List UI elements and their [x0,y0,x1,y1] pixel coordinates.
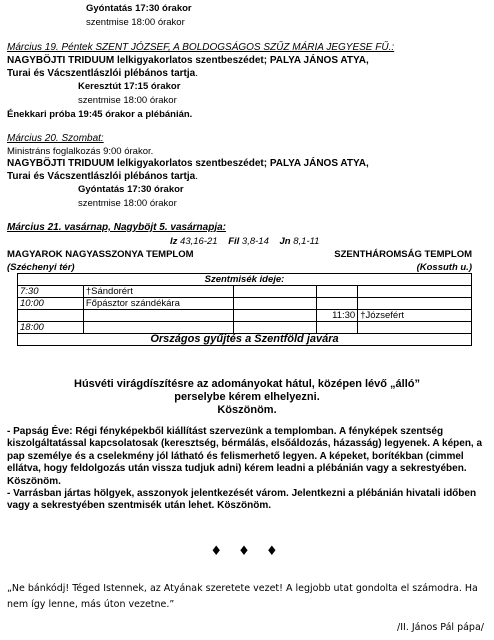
intention-cell-left [83,322,233,334]
date-heading-mar20: Március 20. Szombat: [7,133,104,144]
time-cell-right: 11:30 [317,310,358,322]
reading-1-book: Iz [170,236,178,247]
time-cell-left [18,310,84,322]
notice-line-1: Húsvéti virágdíszítésre az adományokat hátul, középen lévő „álló” [74,378,420,390]
diamond-ornament-icon: ♦ ♦ ♦ [210,544,284,559]
priest-line-mar19 [7,68,198,79]
time-cell-right [317,298,358,310]
priest-parish: Turai és Vácszentlászlói plébános tartja [7,68,196,79]
church-right-location: (Kossuth u.) [416,262,472,273]
announcement-photo-exhibition: - Papság Éve: Régi fényképekből kiállítást szervezünk a templomban. A fényképek szentség kiszolgáltatással kapcsolatosak (keresztség, bérmálás, elsőáldozás, házasság) legyenek. A képen, a pap személye és a cselekmény jól látható és felismerhető legyen. A képeket, borítékban (cimmel ellátva, hogy feldolgozás után vissza tudjuk adni) kérem leadni a plébánián vagy a sekrestyében. Köszönöm. [7,426,483,487]
intention-cell-right [358,298,472,310]
mass-schedule-table [17,273,472,346]
table-header-row [18,274,472,286]
church-left-name: MAGYAROK NAGYASSZONYA TEMPLOM [7,249,194,260]
intention-cell-left: †Sándorért [83,286,233,298]
table-row [18,322,472,334]
spacer-cell [233,310,317,322]
time-cell-left: 18:00 [18,322,84,334]
table-header: Szentmisék ideje: [18,274,472,286]
spacer-cell [233,298,317,310]
collection-notice: Országos gyűjtés a Szentföld javára [18,334,472,346]
intention-cell-right [358,286,472,298]
mass-time-mar20: szentmise 18:00 órakor [78,198,177,209]
triduum-line-mar19: NAGYBÖJTI TRIDUUM lelkigyakorlatos szentbeszédet; PALYA JÁNOS ATYA, [7,55,369,66]
reading-2-ref: 3,8-14 [241,236,269,247]
intention-cell-left: Főpásztor szándékára [83,298,233,310]
notice-line-2: perselybe kérem elhelyezni. [174,391,320,403]
papal-quote: „Ne bánkódj! Téged Istennek, az Atyának szeretete vezet! A legjobb utat gondolta el számodra. Ha nem így lenne, más úton vezetne.” [7,583,478,610]
stations-of-cross-time: Keresztút 17:15 órakor [78,81,181,92]
church-right-name: SZENTHÁROMSÁG TEMPLOM [334,249,472,260]
date-heading-mar21: Március 21. vasárnap, Nagyböjt 5. vasárnapja: [7,222,226,233]
reading-1-ref: 43,16-21 [180,236,218,247]
notice-thanks: Köszönöm. [217,404,277,416]
scripture-readings [170,236,319,247]
choir-rehearsal: Énekkari próba 19:45 órakor a plébánián. [7,109,193,120]
time-cell-left: 7:30 [18,286,84,298]
spacer-cell [233,286,317,298]
spacer-cell [233,322,317,334]
table-footer-row [18,334,472,346]
confession-time-mar20: Gyóntatás 17:30 órakor [78,184,184,195]
time-cell-right [317,286,358,298]
announcement-sewing: - Varrásban jártas hölgyek, asszonyok jelentkezését várom. Jelentkezni a plébánián hivatali időben vagy a sekrestyében szentmisék után lehet. Köszönöm. [7,488,477,512]
intention-cell-right [358,322,472,334]
priest-parish-period: . [195,171,198,182]
reading-2-book: Fil [228,236,240,247]
reading-3-ref: 8,1-11 [293,236,320,247]
table-row [18,310,472,322]
ministrants-meeting: Ministráns foglalkozás 9:00 órakor. [7,146,154,157]
priest-parish-period: . [195,68,198,79]
table-row [18,298,472,310]
mass-time-top: szentmise 18:00 órakor [86,17,185,28]
priest-line-mar20 [7,171,198,182]
date-heading-mar19: Március 19. Péntek SZENT JÓZSEF, A BOLDOGSÁGOS SZŰZ MÁRIA JEGYESE FŰ.: [7,42,395,53]
mass-time-mar19: szentmise 18:00 órakor [78,95,177,106]
reading-3-book: Jn [279,236,291,247]
table-row [18,286,472,298]
time-cell-right [317,322,358,334]
confession-time-top: Gyóntatás 17:30 órakor [86,3,192,14]
time-cell-left: 10:00 [18,298,84,310]
triduum-line-mar20: NAGYBÖJTI TRIDUUM lelkigyakorlatos szentbeszédet; PALYA JÁNOS ATYA, [7,158,369,169]
intention-cell-right: †Józsefért [358,310,472,322]
quote-attribution: /II. János Pál pápa/ [397,622,484,633]
intention-cell-left [83,310,233,322]
priest-parish: Turai és Vácszentlászlói plébános tartja [7,171,196,182]
church-left-location: (Széchenyi tér) [7,262,75,273]
